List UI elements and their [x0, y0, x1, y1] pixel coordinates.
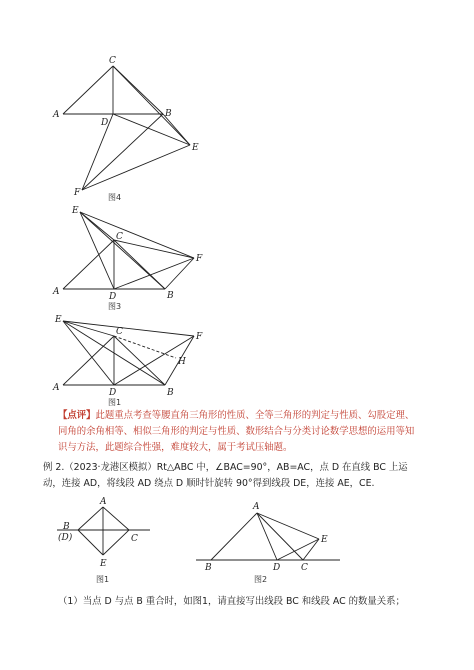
ex-fig1-label-a: A [100, 497, 107, 507]
fig3-label-e: E [72, 206, 79, 216]
figure-4-lines [63, 66, 190, 190]
ex-fig2-label-a: A [253, 502, 260, 512]
fig1-label-b: B [167, 388, 174, 398]
fig3-label-d: D [109, 292, 117, 302]
fig4-label-e: E [192, 143, 199, 153]
question-1: （1）当点 D 与点 B 重合时，如图1，请直接写出线段 BC 和线段 AC 的数量关系； [58, 596, 405, 607]
fig4-label-c: C [109, 56, 116, 66]
example-figure-1-lines [57, 507, 150, 555]
figure-1-top-lines [63, 321, 194, 385]
fig1-label-d: D [109, 388, 117, 398]
ex-fig1-label-e: E [100, 559, 107, 569]
fig1-label-a: A [53, 383, 60, 393]
fig4-caption: 图4 [108, 193, 122, 202]
ex-fig2-label-e: E [321, 535, 328, 545]
ex-fig2-label-c: C [301, 563, 308, 573]
fig4-label-f: F [74, 188, 81, 198]
fig4-label-b: B [165, 109, 172, 119]
comment-tag: 【点评】 [58, 410, 96, 421]
fig4-label-a: A [53, 110, 60, 120]
ex-fig1-label-c: C [131, 534, 138, 544]
fig1-label-c: C [116, 327, 123, 337]
fig3-caption: 图3 [108, 302, 122, 311]
fig1-label-e: E [55, 315, 62, 325]
fig1-label-f: F [196, 332, 203, 342]
example-statement: 例 2.（2023·龙港区模拟）Rt△ABC 中，∠BAC=90°，AB=AC，点 D 在直线 BC 上运动，连接 AD，将线段 AD 绕点 D 顺时针旋转 90°得到线段 DE，连接 AE，CE. [43, 462, 408, 489]
ex-fig1-label-b: B [63, 522, 70, 532]
fig3-label-c: C [116, 232, 123, 242]
fig3-label-b: B [167, 291, 174, 301]
ex-fig1-label-d: (D) [58, 533, 73, 543]
ex-fig2-label-d: D [273, 563, 281, 573]
fig4-label-d: D [101, 118, 109, 128]
fig3-label-a: A [53, 287, 60, 297]
figure-3-lines [63, 212, 194, 289]
ex-fig1-caption: 图1 [96, 575, 110, 584]
fig3-label-f: F [196, 254, 203, 264]
ex-fig2-label-b: B [205, 563, 212, 573]
fig1-label-h: H [178, 357, 186, 367]
comment-paragraph [58, 408, 418, 455]
example-figure-2-lines [196, 513, 340, 560]
fig1-caption: 图1 [108, 398, 122, 407]
ex-fig2-caption: 图2 [254, 575, 268, 584]
comment-text: 此题重点考查等腰直角三角形的性质、全等三角形的判定与性质、勾股定理、同角的余角相等、相似三角形的判定与性质、数形结合与分类讨论数学思想的运用等知识与方法，此题综合性强，难度较大，属于考试压轴题。 [58, 410, 415, 453]
